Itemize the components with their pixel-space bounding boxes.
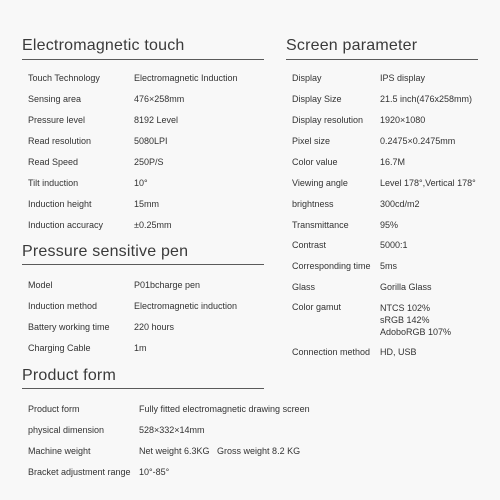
spec-label: brightness xyxy=(292,199,334,209)
spec-value: 250P/S xyxy=(134,157,164,167)
spec-label: Battery working time xyxy=(28,322,110,332)
spec-value: IPS display xyxy=(380,73,426,83)
spec-label: Machine weight xyxy=(28,446,91,456)
spec-label: Connection method xyxy=(292,347,371,357)
spec-label: Color gamut xyxy=(292,302,342,312)
spec-label: Induction accuracy xyxy=(28,220,104,230)
screen-parameter-divider xyxy=(286,59,478,60)
spec-value: Level 178°,Vertical 178° xyxy=(380,178,476,188)
spec-value: 8192 Level xyxy=(134,115,179,125)
spec-value: NTCS 102% xyxy=(380,303,431,313)
spec-value: HD, USB xyxy=(380,347,417,357)
spec-value: 95% xyxy=(380,220,399,230)
spec-value: Gorilla Glass xyxy=(380,282,432,292)
spec-label: Model xyxy=(28,280,53,290)
spec-label: Read Speed xyxy=(28,157,79,167)
spec-label: Corresponding time xyxy=(292,261,371,271)
spec-label: Viewing angle xyxy=(292,178,348,188)
spec-value: 476×258mm xyxy=(134,94,185,104)
spec-value: 5000:1 xyxy=(380,240,408,250)
spec-label: Display resolution xyxy=(292,115,364,125)
spec-value: P01bcharge pen xyxy=(134,280,201,290)
spec-value: Electromagnetic induction xyxy=(134,301,238,311)
spec-label: Product form xyxy=(28,404,80,414)
spec-value: 300cd/m2 xyxy=(380,199,420,209)
spec-value: 16.7M xyxy=(380,157,406,167)
spec-label: physical dimension xyxy=(28,425,105,435)
spec-label: Glass xyxy=(292,282,316,292)
spec-label: Tilt induction xyxy=(28,178,79,188)
product-form-divider xyxy=(22,388,264,389)
spec-label: Touch Technology xyxy=(28,73,100,83)
spec-label: Sensing area xyxy=(28,94,82,104)
spec-value-list xyxy=(380,302,451,338)
spec-value: ±0.25mm xyxy=(134,220,172,230)
spec-value: 528×332×14mm xyxy=(139,425,205,435)
spec-label: Bracket adjustment range xyxy=(28,467,131,477)
spec-label: Transmittance xyxy=(292,220,349,230)
spec-value: 0.2475×0.2475mm xyxy=(380,136,456,146)
spec-value: Net weight 6.3KG Gross weight 8.2 KG xyxy=(139,446,301,456)
spec-label: Color value xyxy=(292,157,338,167)
spec-value: 10° xyxy=(134,178,148,188)
spec-value: 1m xyxy=(134,343,147,353)
spec-value: Fully fitted electromagnetic drawing screen xyxy=(139,404,310,414)
spec-label: Contrast xyxy=(292,240,327,250)
screen-parameter-title: Screen parameter xyxy=(286,37,418,54)
spec-label: Pressure level xyxy=(28,115,86,125)
pressure-pen-divider xyxy=(22,264,264,265)
product-form-title: Product form xyxy=(22,367,116,384)
spec-label: Pixel size xyxy=(292,136,331,146)
spec-value: AdoboRGB 107% xyxy=(380,327,452,337)
pressure-pen-title: Pressure sensitive pen xyxy=(22,243,189,260)
spec-value: 10°-85° xyxy=(139,467,170,477)
spec-label: Read resolution xyxy=(28,136,92,146)
spec-value: 5ms xyxy=(380,261,398,271)
spec-value: 220 hours xyxy=(134,322,175,332)
electromagnetic-touch-title: Electromagnetic touch xyxy=(22,37,185,54)
spec-label: Induction height xyxy=(28,199,92,209)
spec-value: 1920×1080 xyxy=(380,115,426,125)
spec-label: Display xyxy=(292,73,322,83)
spec-value: 5080LPI xyxy=(134,136,168,146)
spec-label: Display Size xyxy=(292,94,342,104)
spec-value: 15mm xyxy=(134,199,160,209)
spec-label: Induction method xyxy=(28,301,98,311)
spec-label: Charging Cable xyxy=(28,343,91,353)
spec-value: Electromagnetic Induction xyxy=(134,73,238,83)
spec-value: 21.5 inch(476x258mm) xyxy=(380,94,473,104)
spec-value: sRGB 142% xyxy=(380,315,430,325)
electromagnetic-touch-divider xyxy=(22,59,264,60)
